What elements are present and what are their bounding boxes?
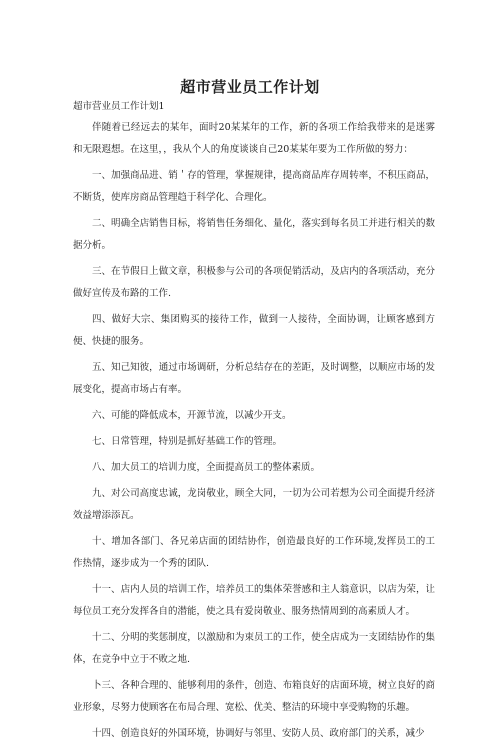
document-title: 超市营业员工作计划 — [180, 78, 320, 96]
paragraph-14: 十四、创造良好的外国环境，协调好与邻里、安防人员、政府部门的关系，减少 — [92, 728, 425, 739]
paragraph-6: 六、可能的降低成本，开源节流，以减少开支。 — [92, 410, 292, 421]
paragraph-7: 七、日常管理，特别是抓好基础工作的管理。 — [92, 436, 283, 447]
paragraph-intro: 伴随着已经远去的某年，面时20某某年的工作，新的各项工作给我带来的是迷雾和无限遐想。在这里，，我从个人的角度谈谈自己20某某年要为工作所做的努力： — [73, 122, 435, 155]
paragraph-1: 一、加强商品进、销＇存的管理，掌握规律，提高商品库存周转率，不积压商品，不断货，使库房商品管理趋于科学化、合理化。 — [73, 170, 435, 203]
document-body — [73, 117, 435, 749]
paragraph-11: 十一、店内人员的培训工作，培养员工的集体荣誉感和主人翁意识，以店为荣，让每位员工充分发挥各自的潜能，使之具有爱岗敬业、服务热情周到的高素质人才。 — [73, 584, 435, 617]
paragraph-13: 卜三、各种合理的、能够利用的条件，创造、布箱良好的店面环境，树立良好的商业形象，尽努力使顾客在布局合理、宽松、优美、整洁的环境中享受购物的乐趣。 — [73, 680, 435, 713]
paragraph-8: 八、加大员工的培训力度，全面提高员工的整体素质。 — [92, 462, 321, 473]
paragraph-12: 十二、分明的奖惩制度，以激励和为束员工的工作，使全店成为一支团结协作的集体，在竞争中立于不败之地. — [73, 632, 435, 665]
document-subtitle: 超市营业员工作计划1 — [73, 101, 165, 112]
paragraph-3: 三、在节假日上做文章，积极参与公司的各项促销活动，及店内的各项活动，充分做好宣传及布路的工作. — [73, 266, 435, 299]
paragraph-10: 十、增加各部门、各兄弟店面的团结协作，创造最良好的工作环境,发挥员工的工作热情，逐步成为一个秀的团队. — [73, 536, 435, 569]
paragraph-9: 九、对公司高度忠诚，龙岗敬业，顾全大同，一切为公司若想为公司全面提升经济效益增添添瓦。 — [73, 488, 435, 521]
paragraph-4: 四、做好大宗、集团购买的接待工作，做到一人接待，全面协调，让顾客感到方便、快捷的服务。 — [73, 314, 435, 347]
paragraph-2: 二、明确全店销售目标，将销售任务细化、量化，落实到每名员工并进行相关的数据分析。 — [73, 218, 435, 251]
paragraph-5: 五、知己知彼，通过市场调研，分析总结存在的差距，及时调整，以顺应市场的发展变化，提高市场占有率。 — [73, 362, 435, 395]
